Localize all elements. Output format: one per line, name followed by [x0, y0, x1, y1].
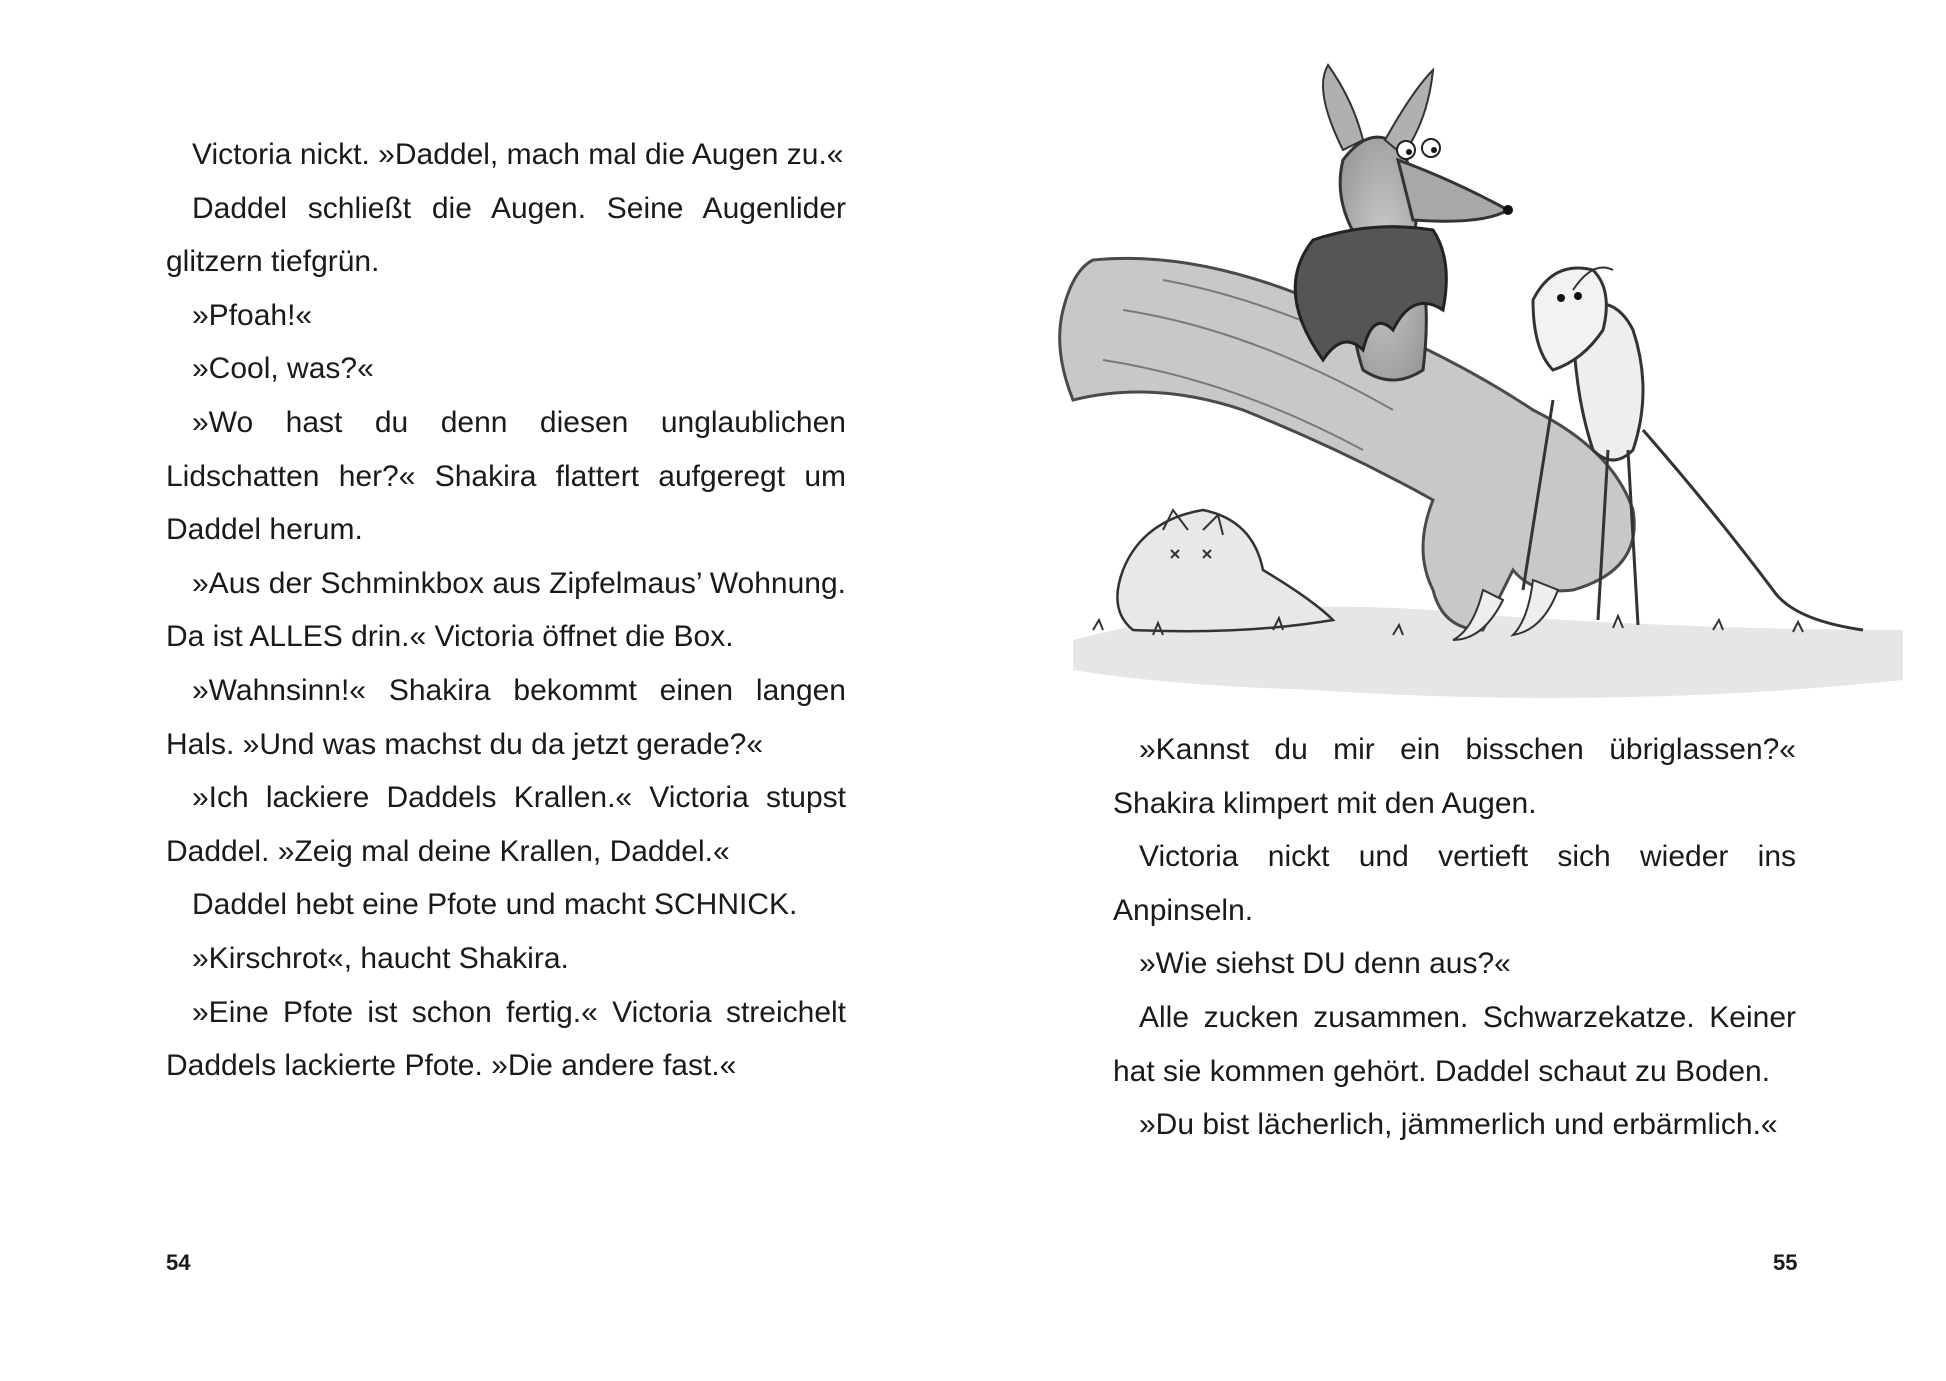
paragraph: Victoria nickt. »Daddel, mach mal die Augen zu.« [192, 138, 844, 171]
paragraph: »Du bist lächerlich, jämmerlich und erbärmlich.« [1139, 1108, 1778, 1142]
paragraph: »Wie siehst DU denn aus?« [1139, 947, 1511, 981]
paragraph: »Kirschrot«, haucht Shakira. [192, 941, 569, 975]
paragraph: »Kannst du mir ein bisschen übriglassen?« Shakira klimpert mit den Augen. [1113, 733, 1796, 820]
paragraph: »Pfoah!« [192, 298, 313, 332]
paragraph: »Wo hast du denn diesen unglaublichen Lidschatten her?« Shakira flattert aufgeregt um Daddel herum. [166, 405, 846, 547]
paragraph: »Aus der Schminkbox aus Zipfelmaus’ Wohnung. Da ist ALLES drin.« Victoria öffnet die Box. [166, 566, 846, 654]
paragraph: Victoria nickt und vertieft sich wieder ins Anpinseln. [1113, 840, 1796, 927]
page-number-left: 54 [166, 1250, 191, 1275]
bat-snout [1398, 160, 1508, 221]
paragraph: »Eine Pfote ist schon fertig.« Victoria streichelt Daddels lackierte Pfote. »Die andere fast.« [166, 995, 846, 1083]
cat-body [1117, 510, 1333, 631]
illustration-bat-rat-cat-icon [1013, 30, 1913, 710]
paragraph: »Cool, was?« [192, 352, 374, 386]
paragraph: Alle zucken zusammen. Schwarzekatze. Keiner hat sie kommen gehört. Daddel schaut zu Boden. [1113, 1000, 1796, 1088]
right-page-text [1113, 723, 1796, 1152]
paragraph: »Ich lackiere Daddels Krallen.« Victoria stupst Daddel. »Zeig mal deine Krallen, Daddel.« [166, 781, 846, 868]
bat-ear [1323, 65, 1363, 150]
paragraph: »Wahnsinn!« Shakira bekommt einen langen Hals. »Und was machst du da jetzt gerade?« [166, 673, 846, 761]
left-page-text [166, 128, 846, 1093]
right-page [973, 0, 1946, 1381]
paragraph: Daddel schließt die Augen. Seine Augenlider glitzern tiefgrün. [166, 191, 846, 279]
page-number-right: 55 [1773, 1250, 1798, 1275]
paragraph: Daddel hebt eine Pfote und macht SCHNICK. [192, 888, 798, 922]
rat-tail [1643, 430, 1863, 630]
